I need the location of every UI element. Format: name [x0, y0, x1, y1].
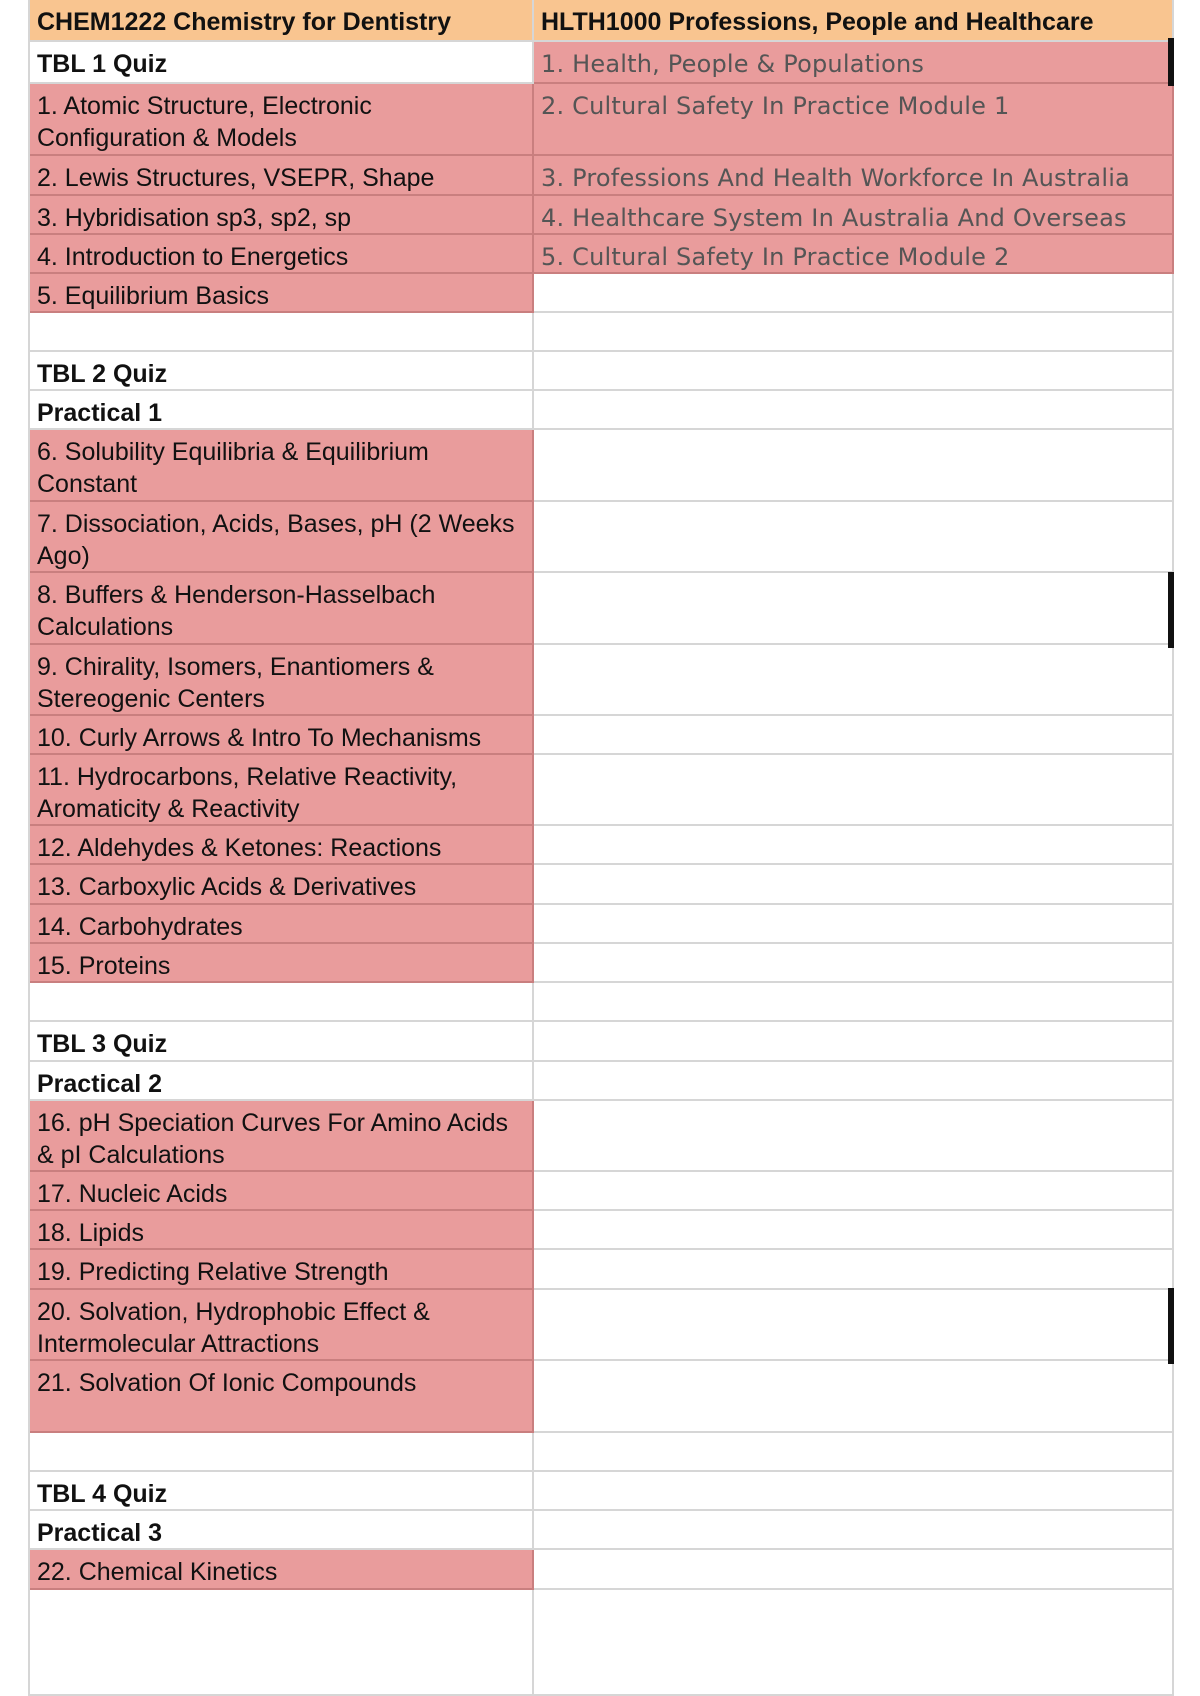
cell-text: 14. Carbohydrates: [37, 913, 243, 941]
cell-empty[interactable]: [534, 645, 1174, 716]
cell-hlth-topic-4[interactable]: [534, 196, 1174, 235]
cell-empty[interactable]: [30, 313, 534, 352]
cell-text: Practical 3: [37, 1519, 163, 1547]
cell-text: Practical 2: [37, 1070, 163, 1098]
cell-text: TBL 4 Quiz: [37, 1480, 168, 1508]
cell-empty[interactable]: [534, 716, 1174, 755]
cell-empty[interactable]: [534, 983, 1174, 1022]
selection-marker: [1168, 572, 1174, 648]
cell-topic-8[interactable]: [30, 573, 534, 645]
cell-topic-6[interactable]: [30, 430, 534, 502]
cell-text: 12. Aldehydes & Ketones: Reactions: [37, 834, 442, 862]
cell-empty[interactable]: [534, 1590, 1174, 1696]
cell-empty[interactable]: [534, 865, 1174, 905]
cell-empty[interactable]: [534, 1361, 1174, 1433]
cell-empty[interactable]: [534, 391, 1174, 430]
selection-marker: [1168, 1288, 1174, 1364]
column-header-chem1222[interactable]: [30, 0, 534, 42]
cell-empty[interactable]: [30, 1433, 534, 1472]
cell-topic-13[interactable]: [30, 865, 534, 905]
cell-empty[interactable]: [30, 1590, 534, 1696]
cell-empty[interactable]: [534, 1211, 1174, 1250]
cell-text: 15. Proteins: [37, 952, 171, 980]
cell-topic-16[interactable]: [30, 1101, 534, 1172]
cell-text: 2. Lewis Structures, VSEPR, Shape: [37, 164, 435, 192]
cell-hlth-topic-5[interactable]: [534, 235, 1174, 274]
cell-empty[interactable]: [534, 1290, 1174, 1361]
cell-text: 9. Chirality, Isomers, Enantiomers & Stereogenic Centers: [37, 653, 434, 713]
cell-text: 3. Professions And Health Workforce In Australia: [541, 164, 1130, 192]
cell-topic-7[interactable]: [30, 502, 534, 573]
cell-hlth-topic-2[interactable]: [534, 84, 1174, 156]
cell-text: 17. Nucleic Acids: [37, 1180, 228, 1208]
cell-text: HLTH1000 Professions, People and Healthcare: [541, 8, 1094, 36]
cell-topic-15[interactable]: [30, 944, 534, 983]
cell-practical-2[interactable]: [30, 1062, 534, 1101]
cell-tbl2-quiz[interactable]: [30, 352, 534, 391]
cell-empty[interactable]: [534, 1511, 1174, 1550]
cell-topic-14[interactable]: [30, 905, 534, 944]
cell-text: 18. Lipids: [37, 1219, 145, 1247]
cell-text: 16. pH Speciation Curves For Amino Acids & pI Calculations: [37, 1109, 509, 1169]
column-header-hlth1000[interactable]: [534, 0, 1174, 42]
cell-hlth-topic-3[interactable]: [534, 156, 1174, 196]
cell-topic-19[interactable]: [30, 1250, 534, 1290]
cell-empty[interactable]: [534, 1472, 1174, 1511]
cell-topic-20[interactable]: [30, 1290, 534, 1361]
cell-empty[interactable]: [534, 1172, 1174, 1211]
cell-text: 4. Introduction to Energetics: [37, 243, 349, 271]
cell-topic-5[interactable]: [30, 274, 534, 313]
cell-empty[interactable]: [534, 755, 1174, 826]
cell-topic-4[interactable]: [30, 235, 534, 274]
cell-empty[interactable]: [534, 274, 1174, 313]
cell-text: 21. Solvation Of Ionic Compounds: [37, 1369, 417, 1397]
cell-text: Practical 1: [37, 399, 163, 427]
cell-topic-10[interactable]: [30, 716, 534, 755]
cell-text: 3. Hybridisation sp3, sp2, sp: [37, 204, 352, 232]
cell-text: 5. Cultural Safety In Practice Module 2: [541, 243, 1010, 271]
cell-text: CHEM1222 Chemistry for Dentistry: [37, 8, 452, 36]
cell-tbl3-quiz[interactable]: [30, 1022, 534, 1062]
cell-empty[interactable]: [534, 430, 1174, 502]
cell-text: TBL 1 Quiz: [37, 50, 168, 78]
cell-empty[interactable]: [30, 983, 534, 1022]
cell-text: 13. Carboxylic Acids & Derivatives: [37, 873, 417, 901]
cell-empty[interactable]: [534, 573, 1174, 645]
cell-text: 1. Health, People & Populations: [541, 50, 925, 78]
cell-empty[interactable]: [534, 1250, 1174, 1290]
cell-text: 10. Curly Arrows & Intro To Mechanisms: [37, 724, 482, 752]
cell-topic-2[interactable]: [30, 156, 534, 196]
cell-empty[interactable]: [534, 944, 1174, 983]
cell-tbl4-quiz[interactable]: [30, 1472, 534, 1511]
cell-empty[interactable]: [534, 502, 1174, 573]
cell-empty[interactable]: [534, 1062, 1174, 1101]
cell-text: 19. Predicting Relative Strength: [37, 1258, 389, 1286]
cell-empty[interactable]: [534, 1022, 1174, 1062]
cell-topic-17[interactable]: [30, 1172, 534, 1211]
cell-text: TBL 2 Quiz: [37, 360, 168, 388]
cell-hlth-topic-1[interactable]: [534, 42, 1174, 84]
cell-topic-12[interactable]: [30, 826, 534, 865]
cell-text: 1. Atomic Structure, Electronic Configuration & Models: [37, 92, 372, 152]
cell-topic-9[interactable]: [30, 645, 534, 716]
cell-tbl1-quiz[interactable]: [30, 42, 534, 84]
cell-empty[interactable]: [534, 826, 1174, 865]
cell-text: 6. Solubility Equilibria & Equilibrium Constant: [37, 438, 429, 498]
cell-text: 4. Healthcare System In Australia And Overseas: [541, 204, 1127, 232]
cell-topic-18[interactable]: [30, 1211, 534, 1250]
cell-text: 22. Chemical Kinetics: [37, 1558, 278, 1586]
cell-topic-1[interactable]: [30, 84, 534, 156]
cell-text: 5. Equilibrium Basics: [37, 282, 270, 310]
cell-empty[interactable]: [534, 905, 1174, 944]
cell-text: 2. Cultural Safety In Practice Module 1: [541, 92, 1010, 120]
cell-text: 8. Buffers & Henderson-Hasselbach Calculations: [37, 581, 436, 641]
cell-empty[interactable]: [534, 1550, 1174, 1590]
cell-text: 11. Hydrocarbons, Relative Reactivity, Aromaticity & Reactivity: [37, 763, 458, 823]
cell-practical-1[interactable]: [30, 391, 534, 430]
cell-text: 20. Solvation, Hydrophobic Effect & Intermolecular Attractions: [37, 1298, 430, 1358]
cell-empty[interactable]: [534, 352, 1174, 391]
cell-empty[interactable]: [534, 1433, 1174, 1472]
cell-text: TBL 3 Quiz: [37, 1030, 168, 1058]
cell-practical-3[interactable]: [30, 1511, 534, 1550]
cell-text: 7. Dissociation, Acids, Bases, pH (2 Weeks Ago): [37, 510, 515, 570]
cell-empty[interactable]: [534, 1101, 1174, 1172]
cell-topic-22[interactable]: [30, 1550, 534, 1590]
selection-marker: [1168, 38, 1174, 86]
cell-empty[interactable]: [534, 313, 1174, 352]
cell-topic-3[interactable]: [30, 196, 534, 235]
cell-topic-11[interactable]: [30, 755, 534, 826]
cell-topic-21[interactable]: [30, 1361, 534, 1433]
